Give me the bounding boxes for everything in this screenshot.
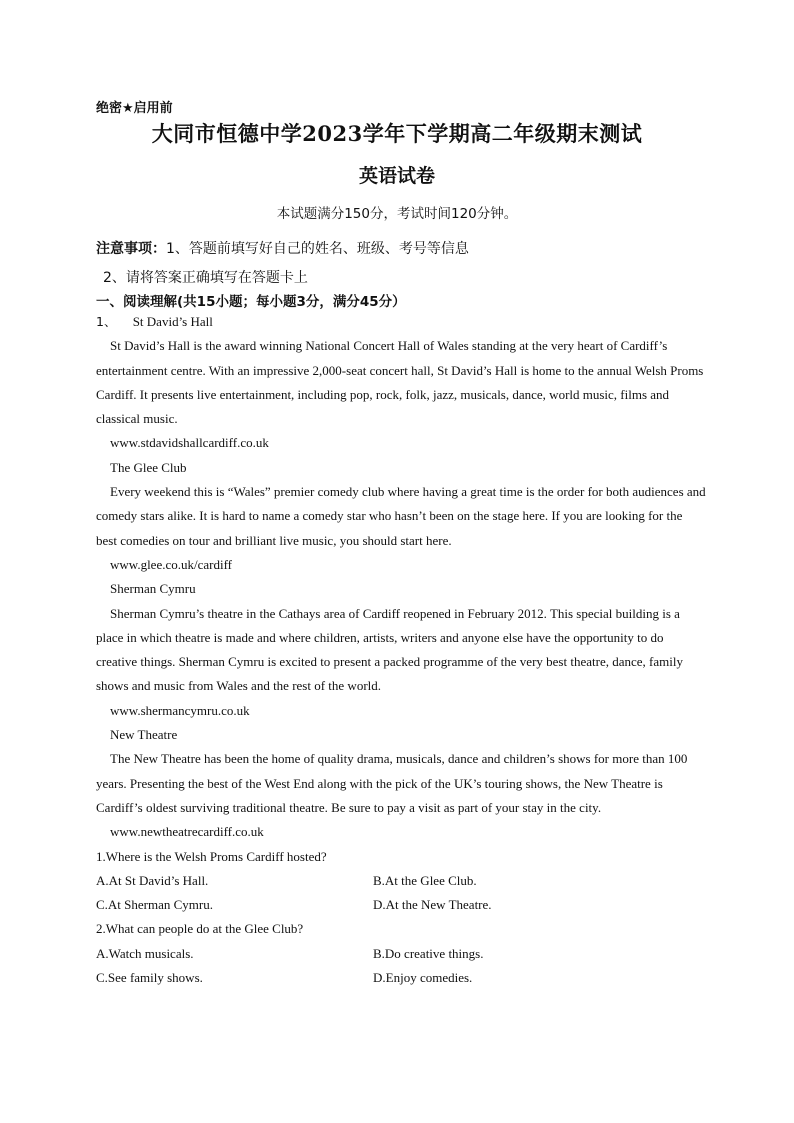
section-heading: 一、阅读理解(共15小题；每小题3分，满分45分） (96, 294, 406, 310)
notice-label: 注意事项： (96, 241, 166, 257)
venue-url: www.glee.co.uk/cardiff (110, 556, 233, 572)
passage-title: St David’s Hall (132, 314, 213, 329)
question-options-row (96, 869, 706, 893)
notice-item-1: 1、答题前填写好自己的姓名、班级、考号等信息 (166, 241, 469, 257)
notice-line-1 (96, 238, 469, 258)
option-c: C.At Sherman Cymru. (96, 897, 213, 913)
option-a: A.At St David’s Hall. (96, 872, 209, 888)
passage-paragraph: Sherman Cymru’s theatre in the Cathays area of Cardiff reopened in February 2012. This special building is a place in which theatre is made and where children, artists, writers and anyone else have the opportunity to do creative things. Sherman Cymru is excited to present a packed programme of the very best theatre, dance, family shows and music from Wales and the rest of the world. (96, 605, 683, 694)
venue-title: New Theatre (110, 727, 178, 743)
passage-paragraph: St David’s Hall is the award winning National Concert Hall of Wales standing at the very heart of Cardiff’s entertainment centre. With an impressive 2,000-seat concert hall, St David’s Hall is home to the annual Welsh Proms Cardiff. It presents live entertainment, including pop, rock, folk, jazz, musicals, dance, world music, films and classical music. (96, 338, 704, 427)
venue-title: Sherman Cymru (110, 581, 196, 597)
passage-number: 1、 (96, 314, 117, 329)
secret-label: 绝密★启用前 (96, 101, 173, 116)
venue-title: The Glee Club (110, 459, 187, 475)
option-c: C.See family shows. (96, 970, 203, 986)
notice-item-2: 2、请将答案正确填写在答题卡上 (103, 270, 308, 286)
option-d: D.At the New Theatre. (373, 897, 492, 913)
option-b: B.Do creative things. (373, 945, 484, 961)
option-d: D.Enjoy comedies. (373, 970, 473, 986)
passage-body (96, 310, 706, 990)
question-options-row (96, 966, 706, 990)
exam-info: 本试题满分150分，考试时间120分钟。 (276, 206, 518, 222)
option-a: A.Watch musicals. (96, 945, 194, 961)
question-options-row (96, 942, 706, 966)
passage-paragraph: The New Theatre has been the home of quality drama, musicals, dance and children’s shows for more than 100 years. Presenting the best of the West End along with the pick of the UK’s touring shows, the New Theatre is Cardiff’s oldest surviving traditional theatre. Be sure to pay a visit as part of your stay in the city. (96, 751, 688, 815)
exam-subtitle: 英语试卷 (358, 165, 435, 187)
question-stem: 1.Where is the Welsh Proms Cardiff hosted? (96, 848, 327, 864)
passage-title-line (96, 310, 706, 334)
question-stem: 2.What can people do at the Glee Club? (96, 921, 304, 937)
exam-title: 大同市恒德中学2023学年下学期高二年级期末测试 (151, 121, 643, 146)
venue-url: www.newtheatrecardiff.co.uk (110, 824, 264, 840)
venue-url: www.shermancymru.co.uk (110, 702, 250, 718)
question-options-row (96, 893, 706, 917)
venue-url: www.stdavidshallcardiff.co.uk (110, 435, 269, 451)
passage-paragraph: Every weekend this is “Wales” premier comedy club where having a great time is the order for both audiences and comedy stars alike. It is hard to name a comedy star who hasn’t been on the stage here. If you are looking for the best comedies on tour and brilliant live music, you should start here. (96, 484, 706, 548)
option-b: B.At the Glee Club. (373, 872, 477, 888)
